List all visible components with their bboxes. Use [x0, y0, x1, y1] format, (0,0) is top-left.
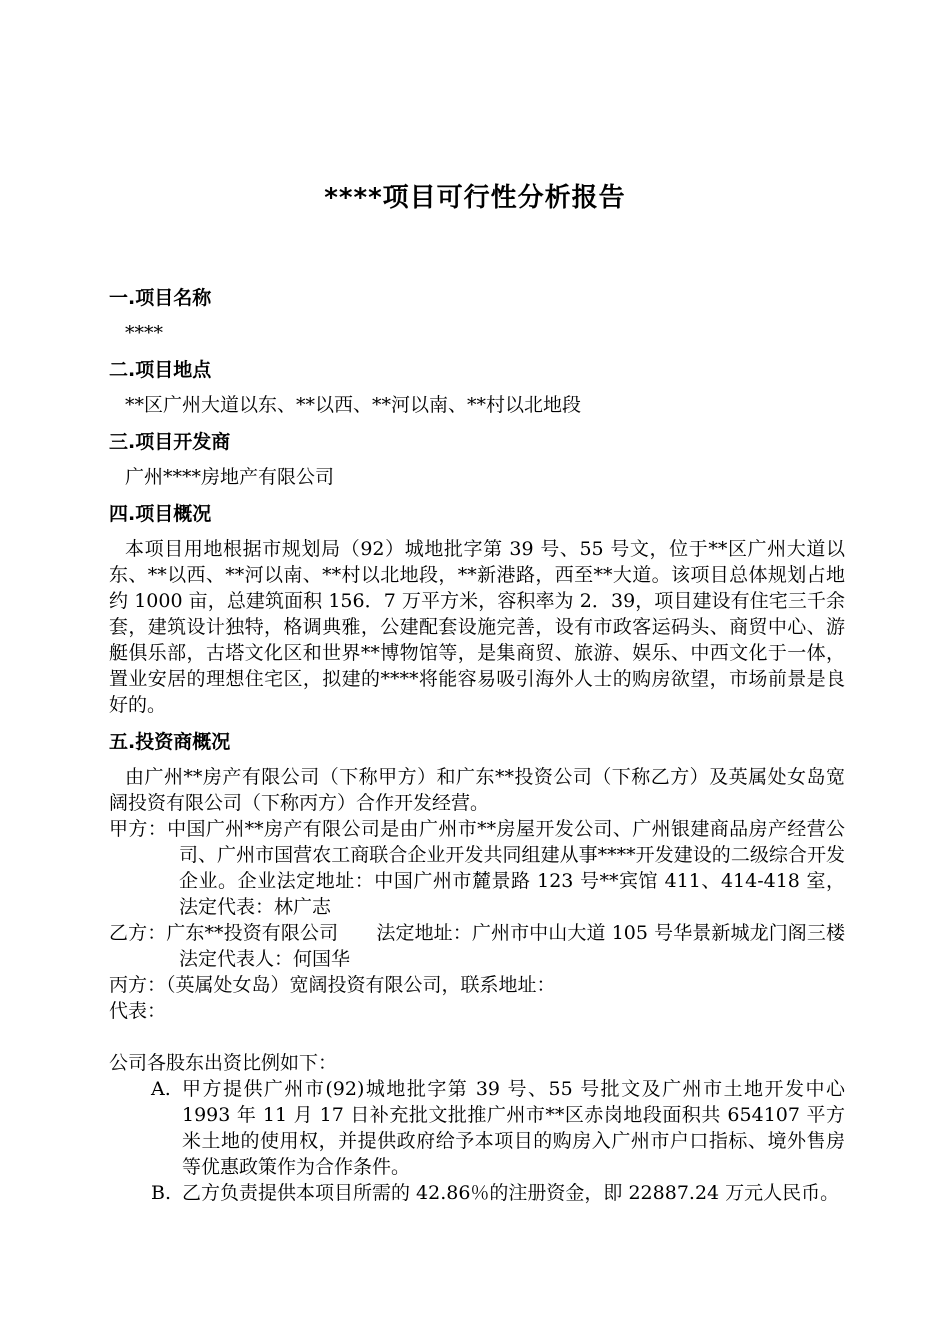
section-project-name [109, 284, 845, 346]
investors-intro: 由广州**房产有限公司（下称甲方）和广东**投资公司（下称乙方）及英属处女岛宽阔投资有限公司（下称丙方）合作开发经营。 [109, 766, 845, 814]
section-project-developer [109, 428, 845, 490]
section-project-location [109, 356, 845, 418]
capital-list [109, 1076, 845, 1206]
document-title: ****项目可行性分析报告 [324, 183, 626, 213]
section-heading: 四.项目概况 [109, 503, 212, 525]
project-name-value: **** [125, 322, 163, 344]
list-marker: A. [151, 1078, 171, 1100]
list-item [109, 1076, 845, 1180]
list-item [109, 1180, 845, 1206]
capital-intro: 公司各股东出资比例如下： [109, 1052, 338, 1074]
section-heading: 二.项目地点 [109, 359, 212, 381]
project-overview-paragraph: 本项目用地根据市规划局（92）城地批字第 39 号、55 号文，位于**区广州大道以东、**以西、**河以南、**村以北地段，**新港路，西至**大道。该项目总体规划占地约 1000 亩，总建筑面积 156．7 万平方米，容积率为 2．39，项目建设有住宅三千余套，建筑设计独特，格调典雅，公建配套设施完善，设有市政客运码头、商贸中心、游艇俱乐部，古塔文化区和世界**博物馆等，是集商贸、旅游、娱乐、中西文化于一体，置业安居的理想住宅区，拟建的****将能容易吸引海外人士的购房欲望，市场前景是良好的。 [109, 538, 845, 716]
section-heading: 一.项目名称 [109, 287, 212, 309]
list-item-text: 甲方提供广州市(92)城地批字第 39 号、55 号批文及广州市土地开发中心 1993 年 11 月 17 日补充批文批推广州市**区赤岗地段面积共 654107 平方米土地的使用权，并提供政府给予本项目的购房入广州市户口指标、境外售房等优惠政策作为合作条件。 [182, 1078, 845, 1178]
document-body [109, 284, 845, 1206]
section-project-overview [109, 500, 845, 718]
spacer [109, 1024, 845, 1050]
representative-line: 代表： [109, 1000, 167, 1022]
party-c-description: 丙方：（英属处女岛）宽阔投资有限公司，联系地址： [109, 974, 556, 996]
list-marker: B. [151, 1182, 172, 1204]
list-item-text: 乙方负责提供本项目所需的 42.86％的注册资金，即 22887.24 万元人民币。 [182, 1182, 840, 1204]
section-heading: 三.项目开发商 [109, 431, 231, 453]
section-heading: 五.投资商概况 [109, 731, 231, 753]
party-b-description: 乙方：广东**投资有限公司 法定地址：广州市中山大道 105 号华景新城龙门阁三楼 法定代表人：何国华 [109, 922, 845, 970]
project-location-value: **区广州大道以东、**以西、**河以南、**村以北地段 [125, 394, 582, 416]
project-developer-value: 广州****房地产有限公司 [125, 466, 335, 488]
party-a-description: 甲方：中国广州**房产有限公司是由广州市**房屋开发公司、广州银建商品房产经营公司、广州市国营农工商联合企业开发共同组建从事****开发建设的二级综合开发企业。企业法定地址：中国广州市麓景路 123 号**宾馆 411、414-418 室，法定代表：林广志 [109, 818, 845, 918]
section-investors [109, 728, 845, 1206]
